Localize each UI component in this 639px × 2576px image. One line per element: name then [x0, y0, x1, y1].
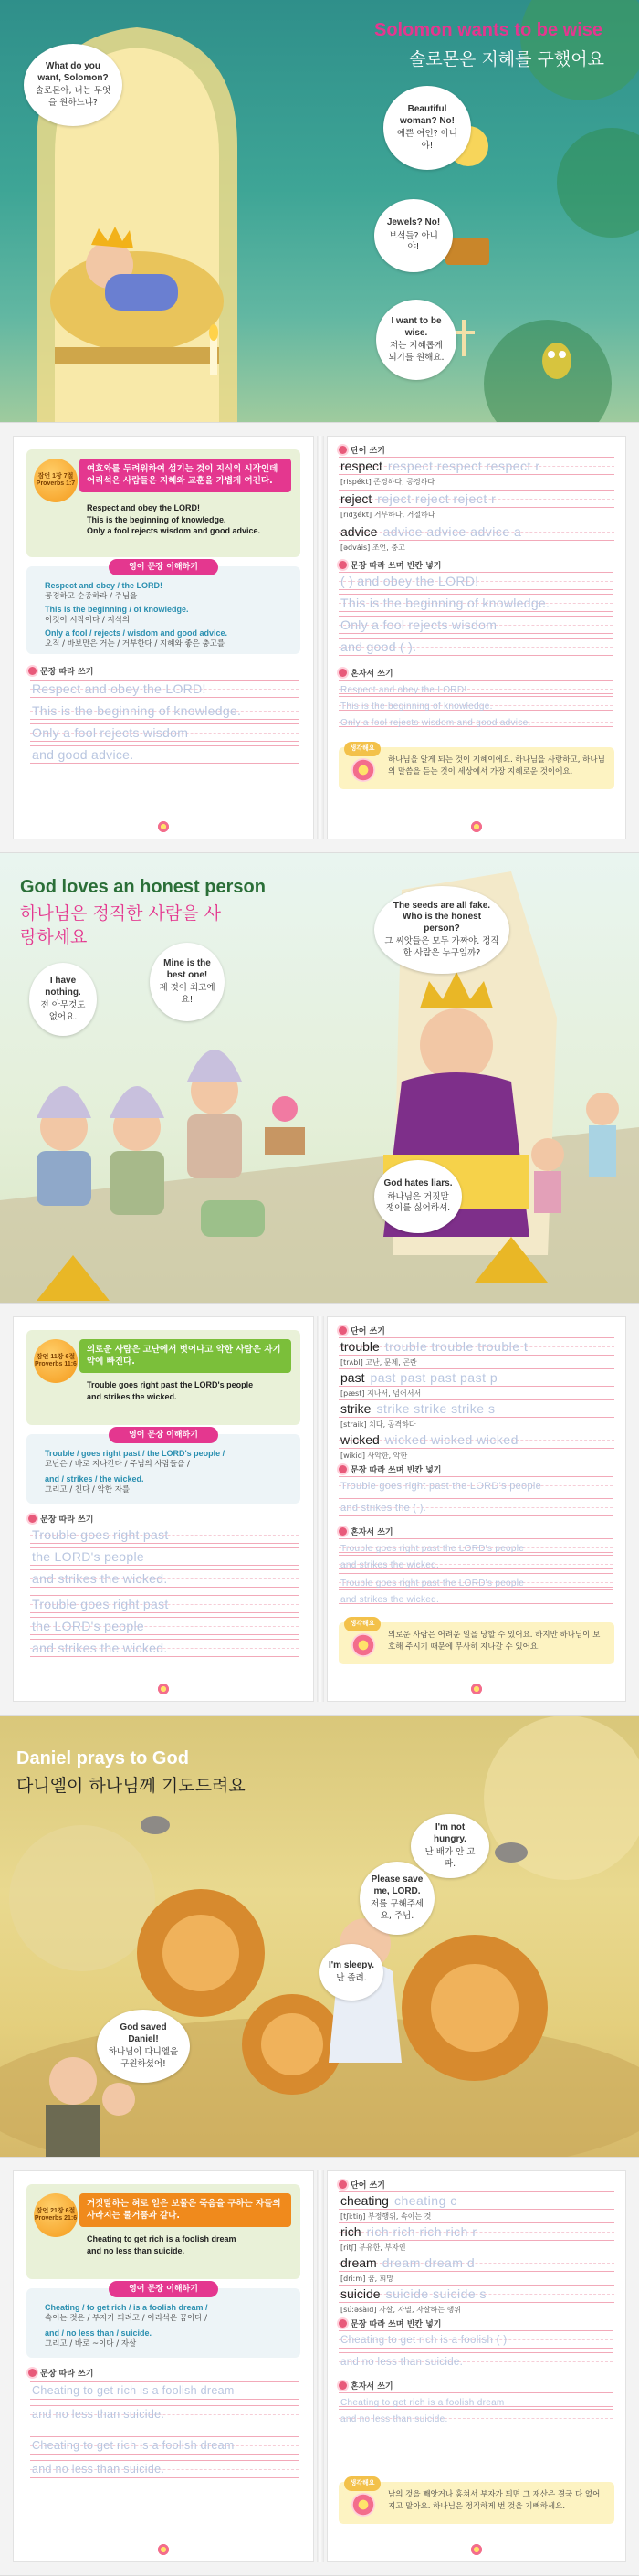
- flower-icon: [351, 1633, 375, 1657]
- speech-bubble: Beautiful woman? No! 예쁜 여인? 아니야!: [383, 86, 471, 170]
- vocab-row[interactable]: respect respect respect respect r: [339, 457, 614, 475]
- blank-line[interactable]: Cheating to get rich is a foolish ( ): [339, 2330, 613, 2349]
- verse-box: [26, 449, 300, 557]
- tip-badge: 생각해요: [344, 2476, 381, 2491]
- flower-icon: [339, 446, 347, 454]
- self-line[interactable]: Cheating to get rich is a foolish dream: [339, 2392, 613, 2407]
- vocab-heading: 단어 쓰기: [339, 1325, 385, 1336]
- page-flower-icon: [157, 2543, 170, 2556]
- flower-icon: [339, 2381, 347, 2390]
- study-box: [26, 2285, 300, 2358]
- left-page: [13, 2170, 314, 2562]
- flower-icon: [339, 1527, 347, 1536]
- verse-en: Trouble goes right past the LORD's people and strikes the wicked.: [87, 1380, 254, 1401]
- vocab-meaning: [pæst] 지나서, 넘어서서: [340, 1389, 422, 1398]
- study-box: [26, 1431, 300, 1504]
- speech-bubble: I want to be wise. 저는 지혜롭게 되기를 원해요.: [376, 300, 456, 380]
- phrase: This is the beginning / of knowledge. 이것이 시작이다 / 지식의: [45, 605, 189, 625]
- speech-bubble: Jewels? No! 보석들? 아니야!: [374, 199, 453, 272]
- vocab-row[interactable]: reject reject reject reject r: [339, 490, 614, 508]
- speech-bubble: I'm sleepy. 난 졸려.: [320, 1944, 383, 2001]
- flower-icon: [28, 667, 37, 675]
- phrase: Cheating / to get rich / is a foolish dream / 속이는 것은 / 부자가 되려고 / 어리석은 꿈이다 /: [45, 2303, 208, 2323]
- story-spread-honest: [0, 853, 639, 1303]
- blank-line[interactable]: ( ) and obey the LORD!: [339, 572, 613, 590]
- self-line[interactable]: Trouble goes right past the LORD's people: [339, 1538, 613, 1553]
- tip-text: 하나님을 알게 되는 것이 지혜이에요. 하나님을 사랑하고, 하나님의 말씀을 듣는 것이 세상에서 가장 지혜로운 것이에요.: [388, 755, 605, 776]
- self-line[interactable]: and strikes the wicked.: [339, 1555, 613, 1569]
- tip-badge: 생각해요: [344, 742, 381, 756]
- vocab-row[interactable]: strike strike strike strike s: [339, 1399, 614, 1418]
- tip-text: 남의 것을 빼앗거나 훔쳐서 부자가 되면 그 재산은 결국 다 없어지고 말아요. 하나님은 정직하게 번 것을 기뻐하세요.: [388, 2490, 601, 2511]
- self-heading: 혼자서 쓰기: [339, 2380, 393, 2391]
- vocab-meaning: [wikid] 사악한, 악한: [340, 1452, 408, 1460]
- trace-line[interactable]: and no less than suicide.: [30, 2405, 299, 2423]
- page-flower-icon: [470, 820, 483, 833]
- book-binding: [317, 436, 324, 839]
- page-flower-icon: [470, 1683, 483, 1695]
- page-flower-icon: [157, 820, 170, 833]
- vocab-meaning: [rispékt] 존경하다, 공경하다: [340, 478, 435, 486]
- story-spread-solomon: [0, 0, 639, 422]
- speech-bubble: God hates liars. 하나님은 거짓말쟁이를 싫어하셔.: [374, 1160, 462, 1233]
- page-flower-icon: [157, 1683, 170, 1695]
- speech-bubble: I have nothing. 전 아무것도 없어요.: [29, 963, 97, 1036]
- verse-ko: 의로운 사람은 고난에서 벗어나고 악한 사람은 자기 악에 빠진다.: [79, 1339, 291, 1373]
- page-flower-icon: [470, 2543, 483, 2556]
- vocab-row[interactable]: trouble trouble trouble trouble t: [339, 1337, 614, 1356]
- trace-line[interactable]: Trouble goes right past: [30, 1526, 299, 1544]
- vocab-row[interactable]: past past past past past p: [339, 1368, 614, 1387]
- blank-line[interactable]: This is the beginning of knowledge.: [339, 594, 613, 612]
- vocab-row[interactable]: cheating cheating c: [339, 2191, 614, 2210]
- trace-line[interactable]: Cheating to get rich is a foolish dream: [30, 2436, 299, 2455]
- verse-box: [26, 2184, 300, 2279]
- tip-box: [339, 2482, 614, 2524]
- trace-line[interactable]: Trouble goes right past: [30, 1595, 299, 1613]
- tip-box: [339, 1622, 614, 1664]
- lesson-spread-proverbs-1-7: [0, 422, 639, 853]
- phrase: Trouble / goes right past / the LORD's people / 고난은 / 바로 지나간다 / 주님의 사람들을 /: [45, 1449, 225, 1469]
- study-box: [26, 563, 300, 654]
- trace-line[interactable]: and no less than suicide.: [30, 2460, 299, 2478]
- blank-line[interactable]: and no less than suicide.: [339, 2352, 613, 2370]
- flower-icon: [339, 1326, 347, 1335]
- trace-line[interactable]: and strikes the wicked.: [30, 1569, 299, 1588]
- vocab-row[interactable]: suicide suicide suicide s: [339, 2285, 614, 2303]
- story-title-ko: 다니엘이 하나님께 기도드려요: [16, 1776, 246, 1796]
- speech-bubble: God saved Daniel! 하나님이 다니엘을 구원하셨어!: [97, 2010, 190, 2083]
- trace-line[interactable]: Only a fool rejects wisdom: [30, 723, 299, 742]
- speech-bubble: Mine is the best one! 제 것이 최고예요!: [150, 943, 225, 1021]
- vocab-heading: 단어 쓰기: [339, 2179, 385, 2191]
- trace-line[interactable]: the LORD's people: [30, 1547, 299, 1566]
- vocab-meaning: [trʌbl] 고난, 문제, 곤란: [340, 1358, 417, 1367]
- story-title-ko: 솔로몬은 지혜를 구했어요: [409, 49, 604, 69]
- trace-heading: 문장 따라 쓰기: [28, 1513, 93, 1525]
- verse-ko: 거짓말하는 혀로 얻은 보물은 죽음을 구하는 자들의 사라지는 물거품과 같다.: [79, 2193, 291, 2227]
- trace-heading: 문장 따라 쓰기: [28, 665, 93, 677]
- vocab-row[interactable]: wicked wicked wicked wicked: [339, 1431, 614, 1449]
- phrase: and / no less than / suicide. 그리고 / 바로 ~이다 / 자살: [45, 2328, 152, 2349]
- speech-bubble: Please save me, LORD. 저를 구해주세요, 주님.: [360, 1862, 435, 1935]
- lesson-spread-proverbs-21-6: [0, 2157, 639, 2576]
- story-title-ko: 하나님은 정직한 사람을 사랑하세요: [20, 903, 222, 947]
- speech-bubble: The seeds are all fake. Who is the honest person? 그 씨앗들은 모두 가짜야. 정직한 사람은 누구일까?: [374, 886, 509, 974]
- study-title: 영어 문장 이해하기: [109, 2281, 218, 2297]
- vocab-meaning: [ritʃ] 부유한, 부자인: [340, 2243, 406, 2252]
- blank-line[interactable]: Trouble goes right past the LORD's people: [339, 1476, 613, 1494]
- self-line[interactable]: and no less than suicide.: [339, 2409, 613, 2423]
- flower-icon: [339, 669, 347, 677]
- vocab-meaning: [súːəsàid] 자살, 자멸, 자살하는 행위: [340, 2306, 462, 2314]
- left-page: [13, 436, 314, 839]
- vocab-meaning: [ridʒékt] 거부하다, 거절하다: [340, 511, 435, 519]
- trace-line[interactable]: and strikes the wicked.: [30, 1639, 299, 1657]
- book-binding: [317, 1316, 324, 1702]
- right-page: [327, 1316, 626, 1702]
- flower-icon: [28, 1515, 37, 1523]
- trace-line[interactable]: and good advice.: [30, 745, 299, 764]
- verse-ko: 여호와를 두려워하여 섬기는 것이 지식의 시작인데 어리석은 사람들은 지혜와 교훈을 가볍게 여긴다.: [79, 459, 291, 492]
- phrase: Only a fool / rejects / wisdom and good advice. 오직 / 바보만은 거는 / 거부한다 / 지혜와 좋은 충고를: [45, 628, 228, 649]
- left-page: [13, 1316, 314, 1702]
- self-heading: 혼자서 쓰기: [339, 1526, 393, 1537]
- flower-icon: [339, 2180, 347, 2189]
- trace-line[interactable]: Respect and obey the LORD!: [30, 680, 299, 698]
- vocab-row[interactable]: advice advice advice advice a: [339, 523, 614, 541]
- study-title: 영어 문장 이해하기: [109, 1427, 218, 1443]
- flower-icon: [351, 2493, 375, 2517]
- self-heading: 혼자서 쓰기: [339, 667, 393, 679]
- flower-icon: [339, 1465, 347, 1473]
- tip-badge: 생각해요: [344, 1617, 381, 1631]
- blank-line[interactable]: Only a fool rejects wisdom: [339, 616, 613, 634]
- blank-heading: 문장 따라 쓰며 빈칸 넣기: [339, 559, 441, 571]
- story-title-en: God loves an honest person: [20, 877, 266, 897]
- verse-badge: 잠언 11장 6절 Proverbs 11:6: [34, 1339, 78, 1383]
- verse-badge: 잠언 21장 6절 Proverbs 21:6: [34, 2193, 78, 2237]
- flower-icon: [28, 2369, 37, 2377]
- story-title-en: Solomon wants to be wise: [374, 20, 603, 40]
- vocab-row[interactable]: rich rich rich rich rich r: [339, 2222, 614, 2241]
- trace-heading: 문장 따라 쓰기: [28, 2367, 93, 2379]
- speech-bubble: I'm not hungry. 난 배가 안 고파.: [411, 1814, 489, 1878]
- self-line[interactable]: Trouble goes right past the LORD's people: [339, 1573, 613, 1588]
- story-title-en: Daniel prays to God: [16, 1748, 189, 1768]
- trace-line[interactable]: Cheating to get rich is a foolish dream: [30, 2381, 299, 2400]
- self-line[interactable]: and strikes the wicked.: [339, 1589, 613, 1604]
- vocab-meaning: [straik] 치다, 공격하다: [340, 1420, 416, 1429]
- blank-heading: 문장 따라 쓰며 빈칸 넣기: [339, 2317, 441, 2329]
- flower-icon: [351, 758, 375, 782]
- verse-en: Respect and obey the LORD! This is the beginning of knowledge. Only a fool rejects wisdom and good advice.: [87, 503, 261, 536]
- lesson-spread-proverbs-11-6: [0, 1303, 639, 1716]
- right-page: [327, 436, 626, 839]
- self-line[interactable]: This is the beginning of knowledge.: [339, 696, 613, 711]
- study-title: 영어 문장 이해하기: [109, 559, 218, 575]
- trace-line[interactable]: This is the beginning of knowledge.: [30, 702, 299, 720]
- verse-badge: 잠언 1장 7절 Proverbs 1:7: [34, 459, 78, 502]
- tip-box: [339, 747, 614, 789]
- speech-bubble: What do you want, Solomon? 솔로몬아, 너는 무엇을 원하느냐?: [24, 44, 122, 126]
- verse-en: Cheating to get rich is a foolish dream and no less than suicide.: [87, 2234, 236, 2255]
- vocab-meaning: [tʃiːtiŋ] 부정행위, 속이는 것: [340, 2212, 432, 2221]
- vocab-meaning: [ədváis] 조언, 충고: [340, 544, 405, 552]
- self-line[interactable]: Only a fool rejects wisdom and good advice.: [339, 713, 613, 727]
- phrase: and / strikes / the wicked. 그리고 / 친다 / 악한 자를: [45, 1474, 144, 1494]
- flower-icon: [339, 2319, 347, 2328]
- blank-heading: 문장 따라 쓰며 빈칸 넣기: [339, 1463, 441, 1475]
- right-page: [327, 2170, 626, 2562]
- phrase: Respect and obey / the LORD! 공경하고 순종하라 / 주님을: [45, 581, 163, 601]
- vocab-heading: 단어 쓰기: [339, 444, 385, 456]
- flower-icon: [339, 561, 347, 569]
- verse-box: [26, 1330, 300, 1425]
- trace-line[interactable]: the LORD's people: [30, 1617, 299, 1635]
- blank-line[interactable]: and strikes the ( ).: [339, 1498, 613, 1516]
- vocab-meaning: [driːm] 꿈, 희망: [340, 2275, 394, 2283]
- book-binding: [317, 2170, 324, 2562]
- self-line[interactable]: Respect and obey the LORD!: [339, 680, 613, 694]
- tip-text: 의로운 사람은 어려운 일을 당할 수 있어요. 하지만 하나님이 보호해 주시기 때문에 무사히 지나갈 수 있어요.: [388, 1631, 601, 1652]
- story-spread-daniel: [0, 1716, 639, 2157]
- blank-line[interactable]: and good ( ).: [339, 638, 613, 656]
- vocab-row[interactable]: dream dream dream d: [339, 2254, 614, 2272]
